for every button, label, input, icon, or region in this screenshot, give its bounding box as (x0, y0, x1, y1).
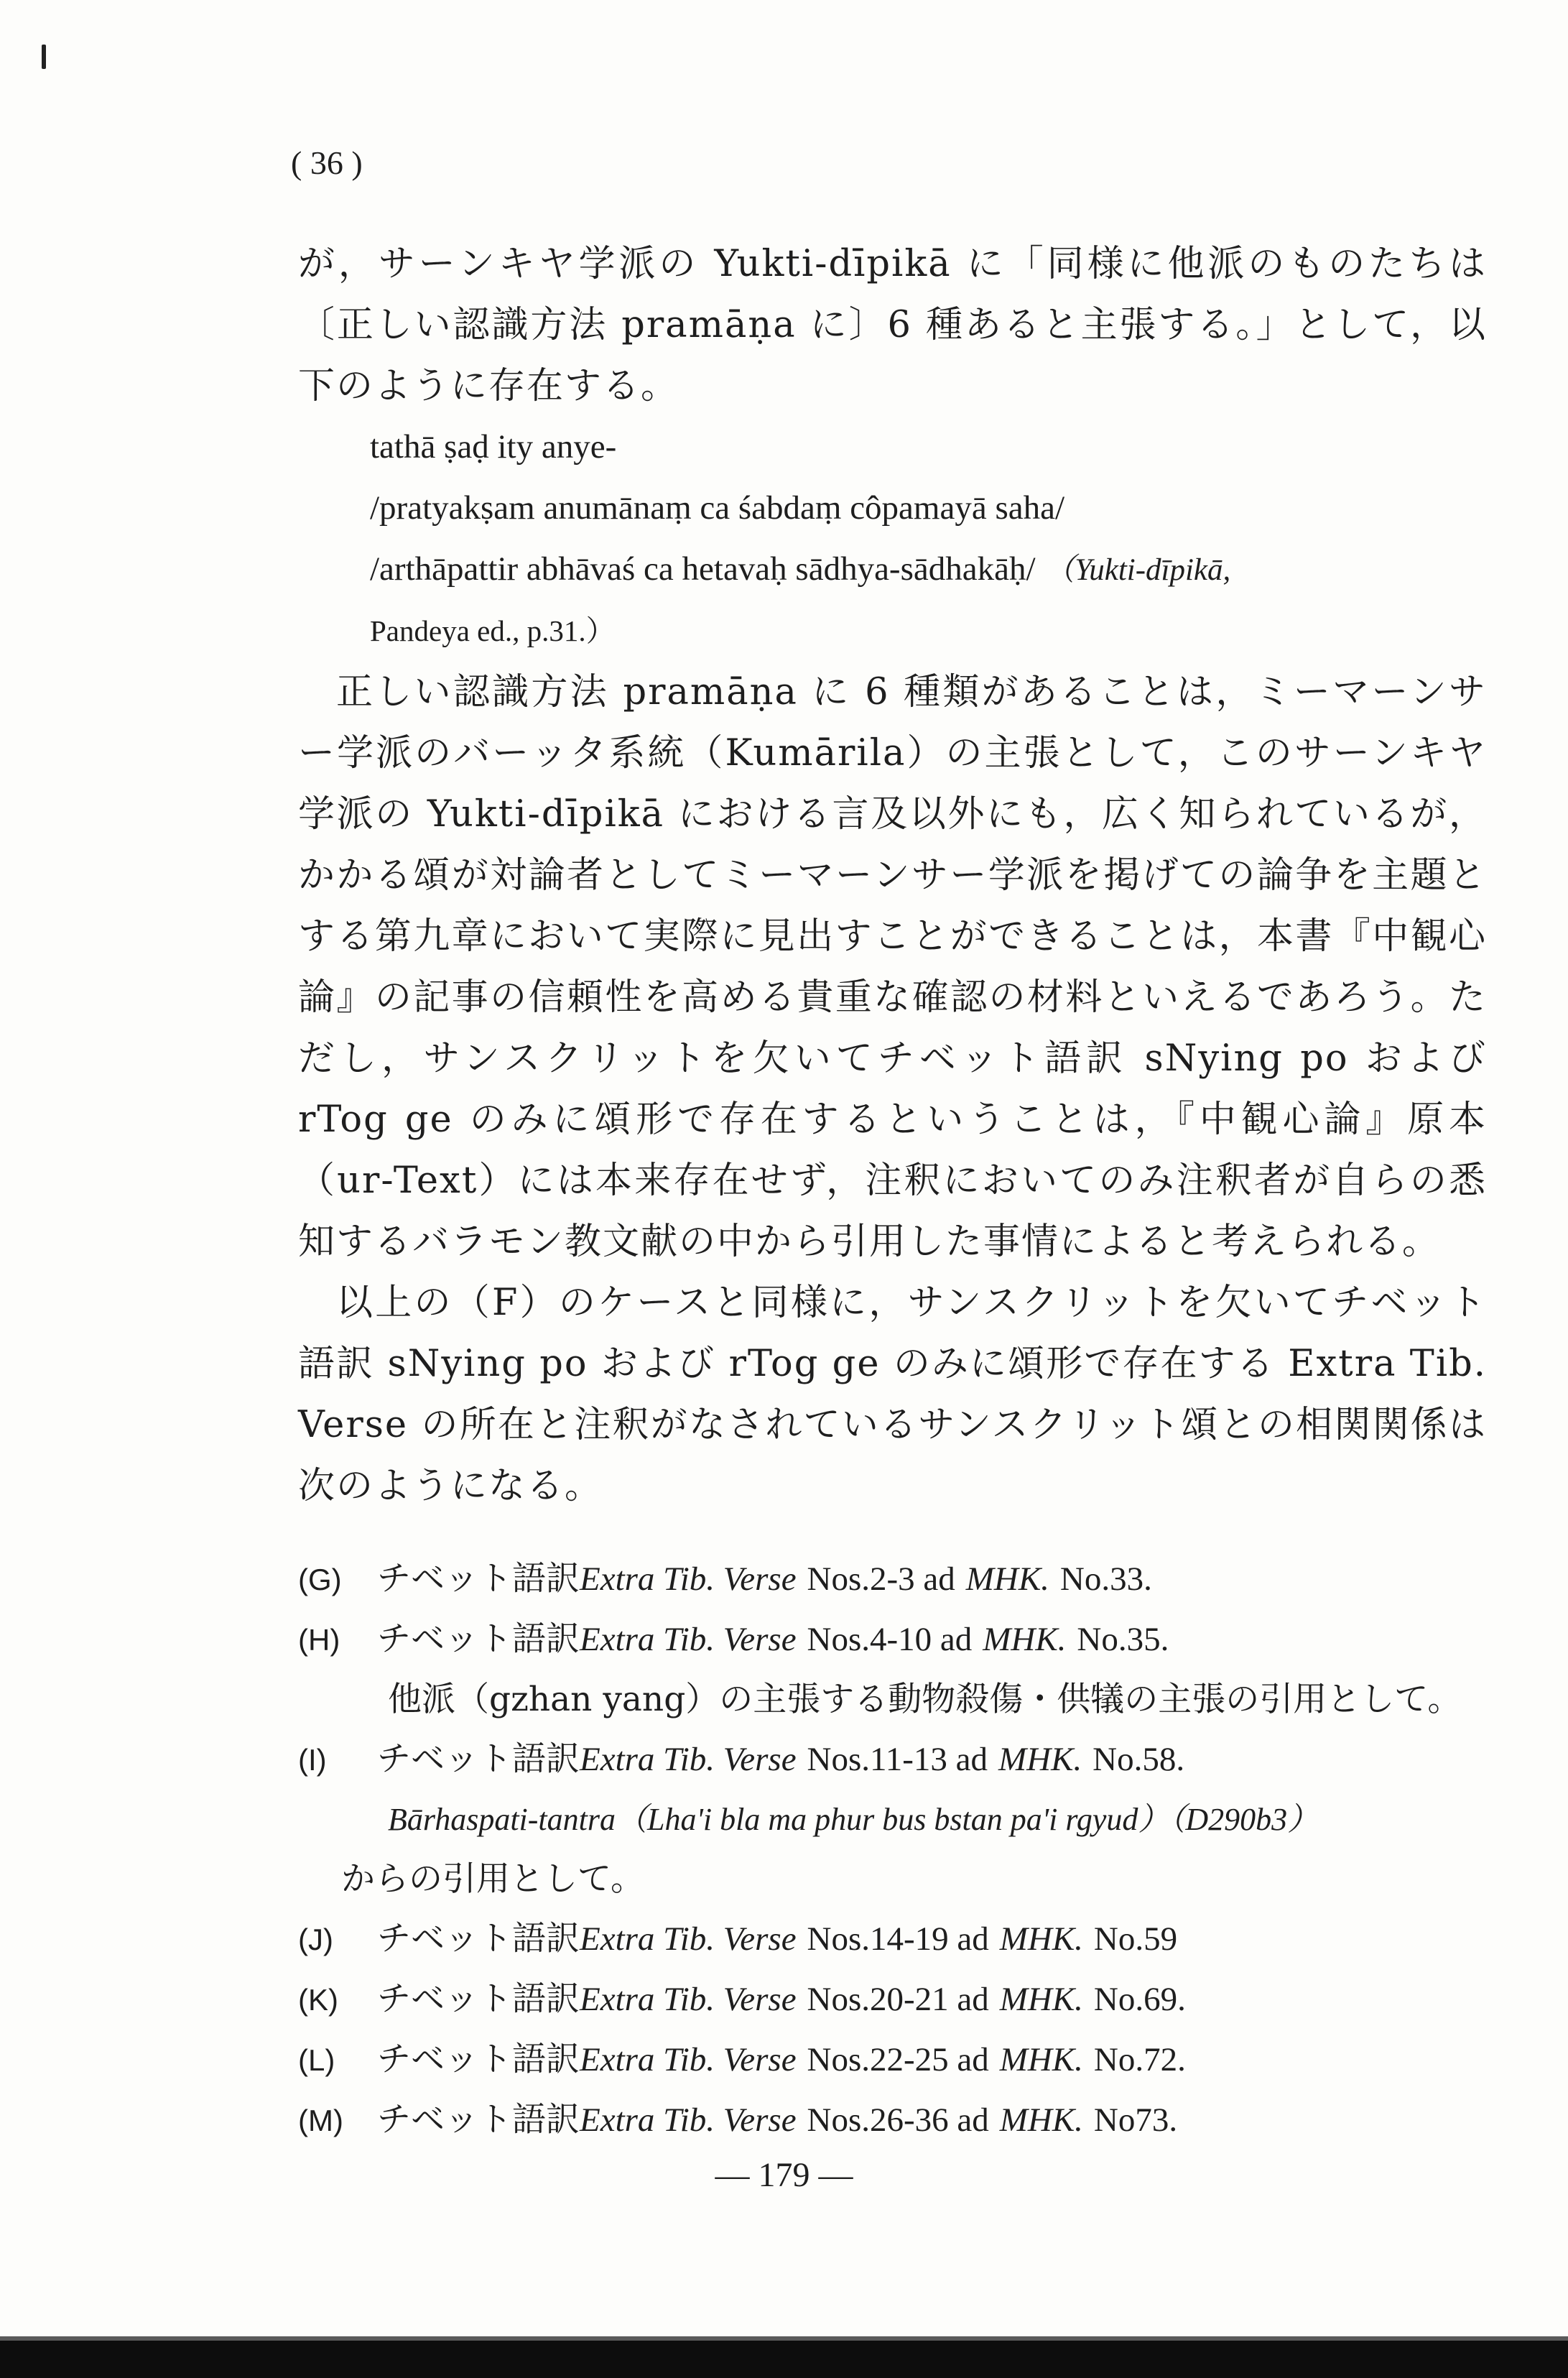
item-label: (G) (298, 1563, 342, 1596)
list-item-l (298, 2030, 1487, 2090)
item-verse: Extra Tib. Verse (580, 2041, 797, 2078)
item-mhk: MHK. (983, 1621, 1067, 1658)
verse-line-3-text: /arthāpattir abhāvaś ca hetavaḥ sādhya-sādhakāḥ/ (370, 550, 1036, 588)
item-prefix: チベット語訳 (377, 1979, 580, 2019)
verse-source: Pandeya ed., p.31.） (370, 614, 616, 647)
list-item-h (298, 1609, 1487, 1670)
item-nos: Nos.11-13 ad (807, 1741, 988, 1778)
list-item-j (298, 1909, 1487, 1969)
item-mhk: MHK. (998, 1741, 1082, 1778)
item-prefix: チベット語訳 (377, 2040, 580, 2079)
item-label: (K) (298, 1983, 338, 2017)
item-prefix: チベット語訳 (377, 1559, 580, 1599)
item-verse: Extra Tib. Verse (580, 1560, 797, 1598)
verse-reference: （Yukti-dīpikā, (1044, 553, 1231, 587)
item-label: (M) (298, 2104, 343, 2137)
paragraph-1: が，サーンキヤ学派の Yukti-dīpikā に「同様に他派のものたちは〔正しい認識方法 pramāṇa に〕6 種あると主張する。」として，以下のように存在する。 (298, 243, 1487, 407)
item-mhk: MHK. (999, 1981, 1083, 2018)
page-marker: ( 36 ) (291, 144, 363, 181)
scan-mark (42, 45, 46, 69)
item-mhk: MHK. (999, 2101, 1083, 2139)
item-label: (L) (298, 2043, 335, 2077)
paragraph-2: 正しい認識方法 pramāṇa に 6 種類があることは，ミーマーンサー学派のバーッタ系統（Kumārila）の主張として，このサーンキヤ学派の Yukti-dīpikā における言及以外にも，広く知られているが，かかる頌が対論者としてミーマーンサー学派を掲げての論争を主題とする第九章において実際に見出すことができることは，本書『中観心論』の記事の信頼性を高める貴重な確認の材料といえるであろう。ただし，サンスクリットを欠いてチベット語訳 sNying po および rTog ge のみに頌形で存在するということは，『中観心論』原本（ur-Text）には本来存在せず，注釈においてのみ注釈者が自らの悉知するバラモン教文献の中から引用した事情によると考えられる。 (298, 671, 1487, 1263)
item-prefix: チベット語訳 (377, 1739, 580, 1779)
item-mhk: MHK. (999, 1920, 1083, 1958)
verse-correlation-list (298, 1549, 1487, 2150)
item-prefix: チベット語訳 (377, 1919, 580, 1958)
scan-edge (0, 2341, 1568, 2378)
item-verse: Extra Tib. Verse (580, 1741, 797, 1778)
list-item-m (298, 2090, 1487, 2150)
item-no: No.58. (1093, 1741, 1185, 1778)
item-no: No.69. (1093, 1981, 1186, 2018)
verse-line-2: /pratyakṣam anumānaṃ ca śabdaṃ côpamayā saha/ (370, 489, 1065, 527)
page-body (298, 233, 1487, 2150)
note-h: 他派（gzhan yang）の主張する動物殺傷・供犠の主張の引用として。 (388, 1680, 1462, 1719)
list-item-k (298, 1969, 1487, 2030)
item-label: (J) (298, 1923, 333, 1956)
item-no: No.35. (1077, 1621, 1169, 1658)
item-label: (H) (298, 1623, 340, 1657)
item-nos: Nos.2-3 ad (807, 1560, 955, 1598)
verse-line-1: tathā ṣaḍ ity anye- (370, 428, 617, 466)
item-nos: Nos.4-10 ad (807, 1621, 973, 1658)
list-item-i (298, 1729, 1487, 1790)
page-number: — 179 — (715, 2156, 853, 2194)
item-no: No73. (1093, 2101, 1178, 2139)
item-label: (I) (298, 1743, 327, 1777)
verse-line-3 (298, 539, 1487, 601)
item-verse: Extra Tib. Verse (580, 1981, 797, 2018)
item-nos: Nos.20-21 ad (807, 1981, 989, 2018)
note-i-tail: からの引用として。 (341, 1859, 645, 1899)
paragraph-3: 以上の（F）のケースと同様に，サンスクリットを欠いてチベット語訳 sNying po および rTog ge のみに頌形で存在する Extra Tib. Verse の所在と注釈がなされているサンスクリット頌との相関関係は次のようになる。 (298, 1282, 1487, 1507)
item-mhk: MHK. (965, 1560, 1049, 1598)
note-i-source: Bārhaspati-tantra（Lha'i bla ma phur bus bstan pa'i rgyud）（D290b3） (388, 1802, 1319, 1837)
item-nos: Nos.14-19 ad (807, 1920, 989, 1958)
item-prefix: チベット語訳 (377, 2100, 580, 2139)
list-item-g (298, 1549, 1487, 1609)
item-verse: Extra Tib. Verse (580, 1920, 797, 1958)
item-no: No.59 (1093, 1920, 1178, 1958)
item-no: No.72. (1093, 2041, 1186, 2078)
item-verse: Extra Tib. Verse (580, 1621, 797, 1658)
item-prefix: チベット語訳 (377, 1619, 580, 1659)
item-nos: Nos.26-36 ad (807, 2101, 989, 2139)
item-mhk: MHK. (999, 2041, 1083, 2078)
item-verse: Extra Tib. Verse (580, 2101, 797, 2139)
item-no: No.33. (1059, 1560, 1152, 1598)
item-nos: Nos.22-25 ad (807, 2041, 989, 2078)
